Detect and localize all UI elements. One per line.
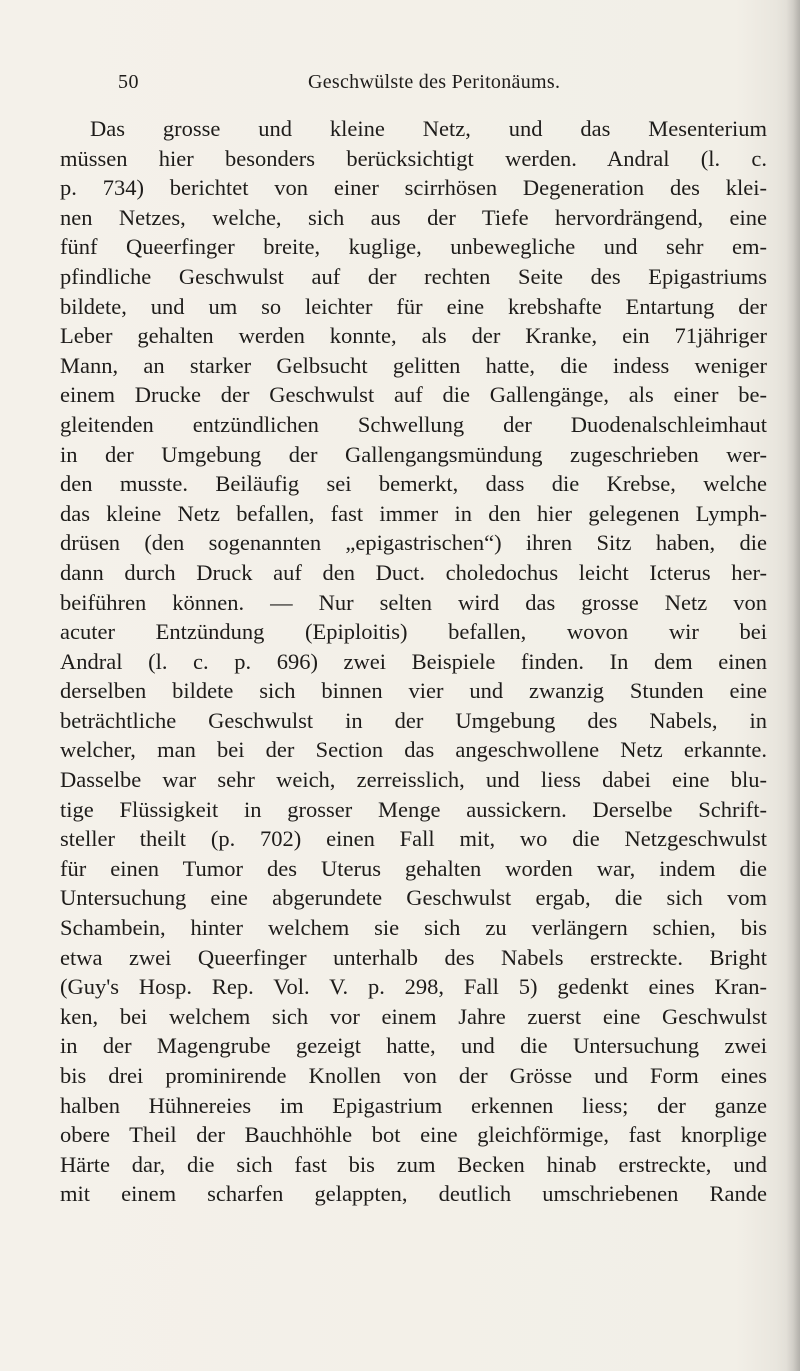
text-line: Andral (l. c. p. 696) zwei Beispiele finden. In dem einen (60, 648, 767, 674)
text-line: beiführen können. — Nur selten wird das grosse Netz von (60, 589, 767, 615)
text-line: dann durch Druck auf den Duct. choledochus leicht Icterus her- (60, 559, 767, 585)
text-line: halben Hühnereies im Epigastrium erkennen liess; der ganze (60, 1092, 767, 1118)
text-line: gleitenden entzündlichen Schwellung der Duodenalschleimhaut (60, 411, 767, 437)
text-line: in der Magengrube gezeigt hatte, und die Untersuchung zwei (60, 1033, 767, 1059)
page-number: 50 (118, 71, 139, 93)
text-line: acuter Entzündung (Epiploitis) befallen, wovon wir bei (60, 619, 767, 645)
text-line: pfindliche Geschwulst auf der rechten Seite des Epigastriums (60, 263, 767, 289)
text-line: mit einem scharfen gelappten, deutlich umschriebenen Rande (60, 1181, 767, 1207)
page-edge-shadow (786, 0, 800, 1371)
text-line: Dasselbe war sehr weich, zerreisslich, und liess dabei eine blu- (60, 767, 767, 793)
text-line: Das grosse und kleine Netz, und das Mesenterium (90, 116, 767, 141)
page-header (118, 71, 718, 95)
text-line: fünf Queerfinger breite, kuglige, unbewegliche und sehr em- (60, 234, 767, 260)
text-line: Untersuchung eine abgerundete Geschwulst ergab, die sich vom (60, 885, 767, 911)
running-title: Geschwülste des Peritonäums. (308, 71, 561, 93)
text-line: für einen Tumor des Uterus gehalten worden war, indem die (60, 855, 767, 881)
text-line: drüsen (den sogenannten „epigastrischen“) ihren Sitz haben, die (60, 530, 767, 556)
text-line: den musste. Beiläufig sei bemerkt, dass die Krebse, welche (60, 471, 767, 497)
text-line: einem Drucke der Geschwulst auf die Gallengänge, als einer be- (60, 382, 767, 408)
text-line: beträchtliche Geschwulst in der Umgebung des Nabels, in (60, 707, 767, 733)
text-line: tige Flüssigkeit in grosser Menge aussickern. Derselbe Schrift- (60, 796, 767, 822)
text-line: obere Theil der Bauchhöhle bot eine gleichförmige, fast knorplige (60, 1122, 767, 1148)
text-line: Schambein, hinter welchem sie sich zu verlängern schien, bis (60, 915, 767, 941)
body-text (60, 114, 767, 1209)
text-line: derselben bildete sich binnen vier und zwanzig Stunden eine (60, 678, 767, 704)
text-line: ken, bei welchem sich vor einem Jahre zuerst eine Geschwulst (60, 1003, 767, 1029)
text-line: das kleine Netz befallen, fast immer in den hier gelegenen Lymph- (60, 500, 767, 526)
text-line: nen Netzes, welche, sich aus der Tiefe hervordrängend, eine (60, 204, 767, 230)
text-line: steller theilt (p. 702) einen Fall mit, wo die Netzgeschwulst (60, 826, 767, 852)
text-line: müssen hier besonders berücksichtigt werden. Andral (l. c. (60, 145, 767, 171)
text-line: (Guy's Hosp. Rep. Vol. V. p. 298, Fall 5) gedenkt eines Kran- (60, 974, 767, 1000)
text-line: Leber gehalten werden konnte, als der Kranke, ein 71jähriger (60, 323, 767, 349)
text-line: bis drei prominirende Knollen von der Grösse und Form eines (60, 1063, 767, 1088)
text-line: in der Umgebung der Gallengangsmündung zugeschrieben wer- (60, 441, 767, 467)
text-line: bildete, und um so leichter für eine krebshafte Entartung der (60, 293, 767, 319)
text-line: welcher, man bei der Section das angeschwollene Netz erkannte. (60, 737, 767, 763)
text-line: p. 734) berichtet von einer scirrhösen Degeneration des klei- (60, 175, 767, 201)
text-line: Mann, an starker Gelbsucht gelitten hatte, die indess weniger (60, 352, 767, 378)
text-line: etwa zwei Queerfinger unterhalb des Nabels erstreckte. Bright (60, 944, 767, 970)
text-line: Härte dar, die sich fast bis zum Becken hinab erstreckte, und (60, 1151, 767, 1177)
